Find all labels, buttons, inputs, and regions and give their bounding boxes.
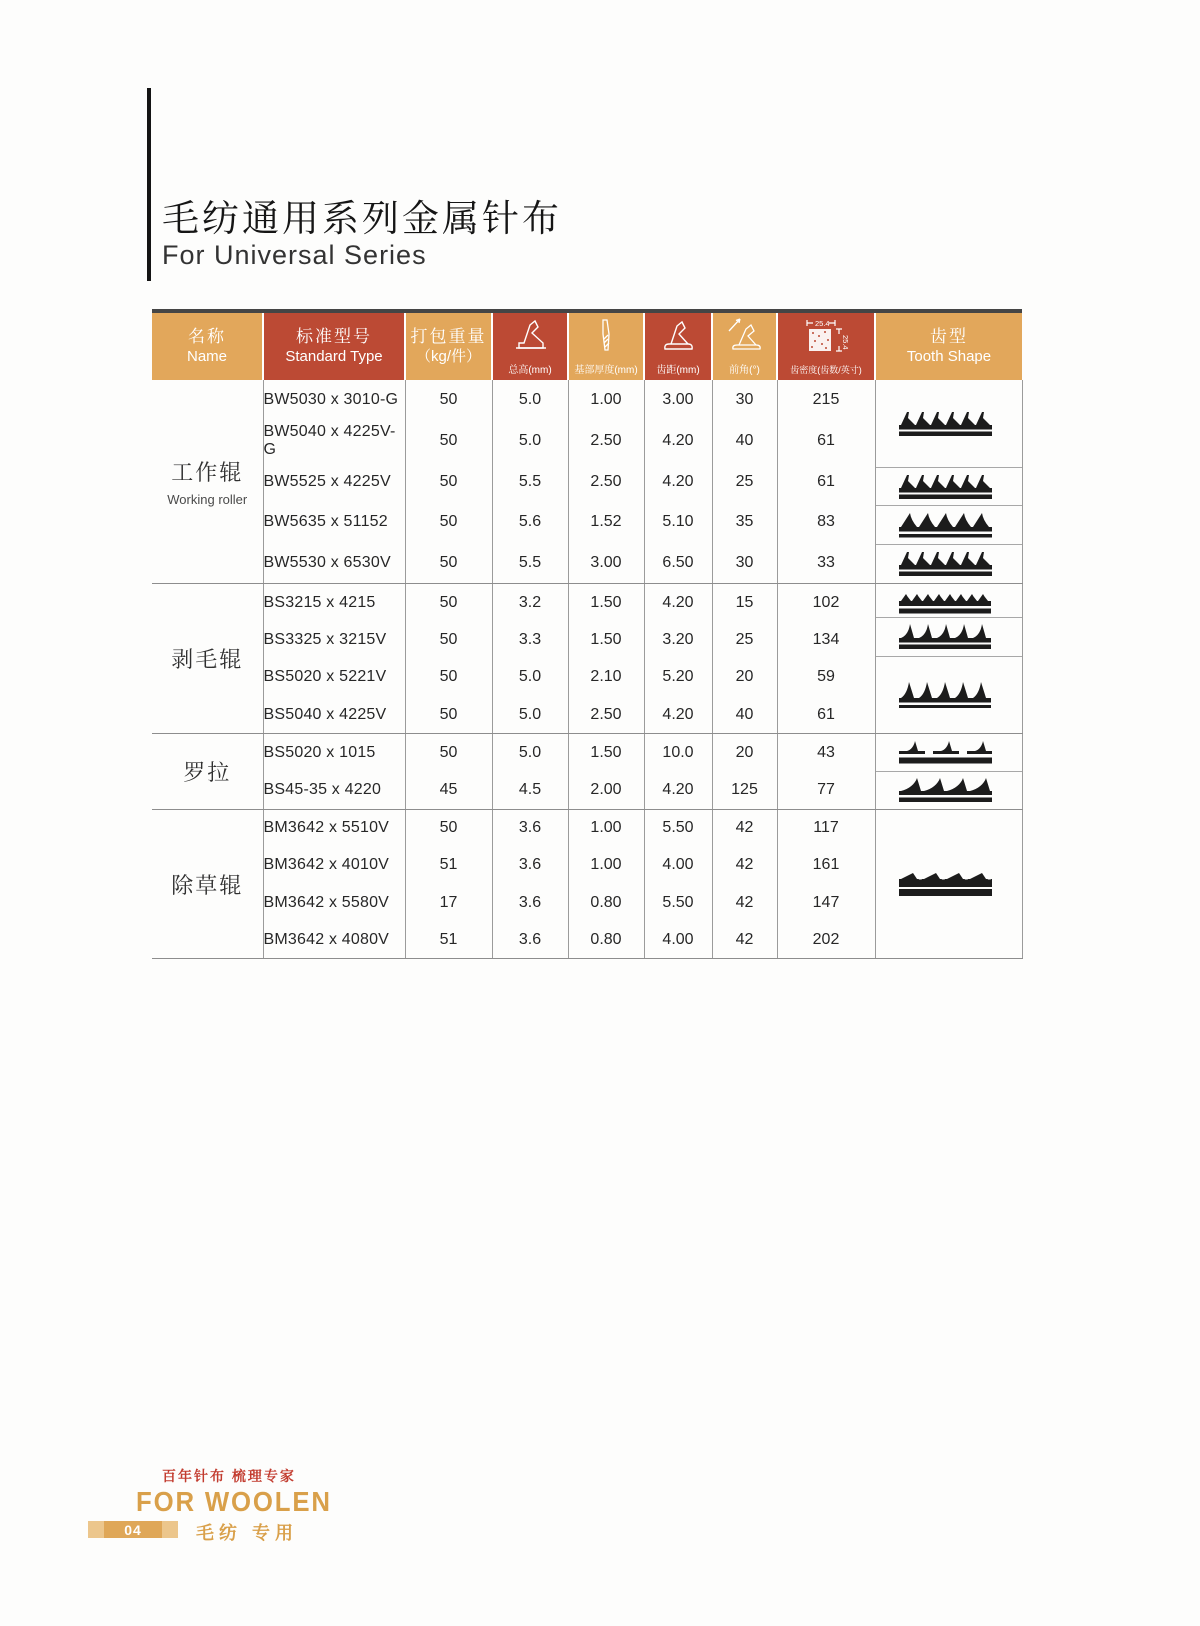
tooth-shape-image [876,734,1022,772]
model-cell: BW5530 x 6530V [263,543,405,584]
col-header-standard-type: 标准型号 Standard Type [263,311,405,380]
tooth-pitch-label: 齿距(mm) [656,365,700,376]
density-dim-v: 25.4 [841,335,850,350]
height-cell: 5.0 [492,380,568,421]
model-cell: BS5040 x 4225V [263,696,405,734]
front-angle-label: 前角(°) [729,365,760,376]
table-row: BW5040 x 4225V-G 50 5.0 2.50 4.20 40 61 [152,421,1022,462]
tooth-shape-image [876,545,1022,583]
col-header-front-angle [712,311,777,380]
table-row: BS3325 x 3215V 50 3.3 1.50 3.20 25 134 [152,621,1022,659]
table-row: BM3642 x 4010V 51 3.6 1.00 4.00 42 161 [152,847,1022,884]
model-cell: BW5030 x 3010-G [263,380,405,421]
table-row: BS45-35 x 4220 45 4.5 2.00 4.20 125 77 [152,772,1022,810]
model-cell: BM3642 x 4010V [263,847,405,884]
col-header-tooth-shape: 齿型 Tooth Shape [875,311,1022,380]
tooth-density-label: 齿密度(齿数/英寸) [790,365,862,375]
col-header-tooth-pitch [644,311,712,380]
header-row [152,311,1022,380]
model-cell: BW5040 x 4225V-G [263,421,405,462]
total-height-label: 总高(mm) [508,365,552,376]
table-row: 剥毛辊 BS3215 x 4215 50 3.2 1.50 4.20 15 102 [152,584,1022,622]
tooth-shape-image [876,380,1022,468]
model-cell: BS5020 x 5221V [263,659,405,697]
table-row [152,380,1022,421]
tooth-shape-image [876,506,1022,545]
tooth-shape-cell [875,734,1022,810]
model-cell: BW5525 x 4225V [263,461,405,502]
density-cell: 215 [777,380,875,421]
model-cell: BM3642 x 4080V [263,921,405,958]
base-thickness-icon [594,317,618,358]
table-row: BW5525 x 4225V 50 5.5 2.50 4.20 25 61 [152,461,1022,502]
col-header-total-height [492,311,568,380]
model-cell: BS3325 x 3215V [263,621,405,659]
model-cell: BS3215 x 4215 [263,584,405,622]
tooth-shape-image [876,772,1022,809]
group-name-roller: 罗拉 [152,734,263,810]
group-name-weeding-roller: 除草辊 [152,810,263,959]
tooth-shape-cell [875,380,1022,584]
table-row: BM3642 x 5580V 17 3.6 0.80 5.50 42 147 [152,884,1022,921]
total-height-icon [510,317,550,358]
spec-table [152,309,1023,959]
table-row: 罗拉 BS5020 x 1015 50 5.0 1.50 10.0 20 43 [152,734,1022,772]
col-header-base-thickness [568,311,644,380]
group-name-stripping-roller: 剥毛辊 [152,584,263,734]
weight-cell: 50 [405,380,492,421]
base-cell: 1.00 [568,380,644,421]
tooth-shape-image [876,468,1022,506]
table-row: BS5020 x 5221V 50 5.0 2.10 5.20 20 59 [152,659,1022,697]
col-header-name: 名称 Name [152,311,263,380]
angle-cell: 30 [712,380,777,421]
model-cell: BW5635 x 51152 [263,502,405,543]
tooth-shape-cell [875,810,1022,959]
tooth-density-icon [795,317,857,362]
table-row: BS5040 x 4225V 50 5.0 2.50 4.20 40 61 [152,696,1022,734]
model-cell: BM3642 x 5510V [263,810,405,847]
page-subtitle: For Universal Series [162,240,427,270]
tooth-pitch-icon [657,317,699,358]
col-header-tooth-density [777,311,875,380]
base-thickness-label: 基部厚度(mm) [574,365,638,376]
group-name-working-roller: 工作辊 Working roller [152,380,263,584]
pitch-cell: 3.00 [644,380,712,421]
front-angle-icon [723,317,767,358]
tooth-shape-image [876,618,1022,657]
footer-slogan: 百年针布 梳理专家 [162,1468,296,1484]
table-row: BM3642 x 4080V 51 3.6 0.80 4.00 42 202 [152,921,1022,958]
model-cell: BM3642 x 5580V [263,884,405,921]
tooth-shape-image [876,584,1022,618]
page-number-bar [88,1521,178,1538]
model-cell: BS5020 x 1015 [263,734,405,772]
footer-brand-cn: 毛纺 专用 [196,1523,299,1543]
title-accent-rule [147,88,151,281]
table-row: BW5530 x 6530V 50 5.5 3.00 6.50 30 33 [152,543,1022,584]
tooth-shape-image [876,810,1022,958]
table-row: BW5635 x 51152 50 5.6 1.52 5.10 35 83 [152,502,1022,543]
tooth-shape-image [876,657,1022,733]
table-row: 除草辊 BM3642 x 5510V 50 3.6 1.00 5.50 42 117 [152,810,1022,847]
footer-brand-en: FOR WOOLEN [136,1486,332,1517]
page-number: 04 [124,1521,142,1538]
col-header-packing-weight: 打包重量 （kg/件） [405,311,492,380]
model-cell: BS45-35 x 4220 [263,772,405,810]
tooth-shape-cell [875,584,1022,734]
density-dim-h: 25.4 [815,319,830,328]
page-title: 毛纺通用系列金属针布 [162,198,562,239]
